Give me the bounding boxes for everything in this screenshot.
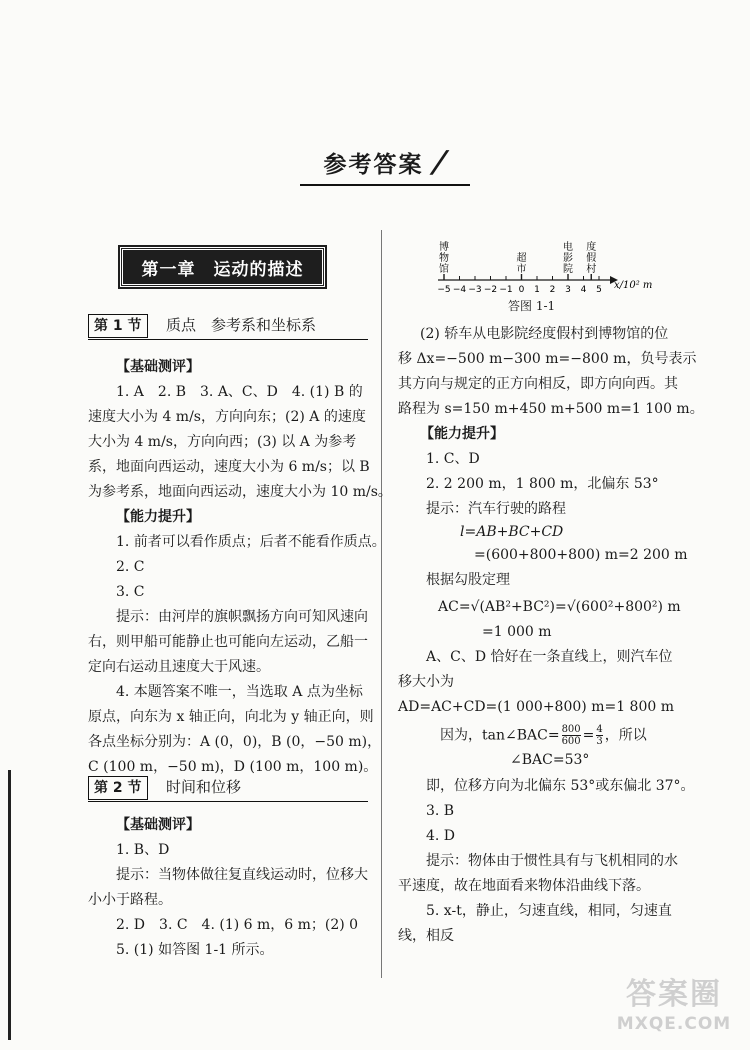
hint-line: 根据勾股定理 [426,572,510,588]
hint-line: 定向右运动且速度大于风速。 [88,659,270,675]
answer-line: 原点，向东为 x 轴正向，向北为 y 轴正向，则 [88,709,374,725]
tick-label: −2 [483,285,498,295]
answer-line: 路程为 s=150 m+450 m+500 m=1 100 m。 [398,401,704,417]
formula-line: =(600+800+800) m=2 200 m [474,547,688,563]
hint-line: 右，则甲船可能静止也可能向左运动，乙船一 [88,634,368,650]
hint-line: 平速度，故在地面看来物体沿曲线下落。 [398,878,650,894]
tan-text: 因为，tan∠BAC= [440,727,560,744]
formula-line: l=AB+BC+CD [460,524,564,540]
tick-label: −4 [452,285,467,295]
answer-line: 4. D [426,828,456,844]
formula-line: =1 000 m [482,624,552,640]
answer-line: 线，相反 [398,928,454,944]
answer-line: 4. 本题答案不唯一，当选取 A 点为坐标 [116,684,363,700]
therefore-text: ，所以 [604,727,647,744]
formula-line: AD=AC+CD=(1 000+800) m=1 800 m [398,699,675,715]
tick-label: 5 [596,285,602,295]
answer-line: 系，地面向西运动，速度大小为 6 m/s；以 B [88,459,370,475]
section-title: 时间和位移 [165,778,241,796]
place-label: 度假村 [586,242,597,275]
answer-line: 3. C [116,584,145,600]
place-label: 博物馆 [439,242,449,275]
formula-line [440,724,647,747]
section-heading-1 [88,314,368,340]
fraction-numerator: 800 [561,724,581,735]
tick-labels [437,285,602,295]
answer-line: 2. C [116,559,145,575]
answer-line: C (100 m，−50 m)，D (100 m，100 m)。 [88,759,378,775]
tick-label: 1 [534,285,540,295]
basic-heading: 【基础测评】 [116,359,200,375]
hint-line: 提示：物体由于惯性具有与飞机相同的水 [426,853,678,869]
hint-line: 提示：汽车行驶的路程 [426,501,566,517]
section-rule [88,339,368,340]
formula-line: AC=√(AB²+BC²)=√(600²+800²) m [438,599,681,615]
fraction [562,724,581,747]
hint-line: 小小于路程。 [88,892,172,908]
watermark [614,976,734,1048]
column-divider [381,230,382,978]
answer-line: 1. A 2. B 3. A、C、D 4. (1) B 的 [116,384,363,400]
fraction [596,724,602,747]
hint-line: 提示：当物体做往复直线运动时，位移大 [116,867,368,883]
answer-line: 大小为 4 m/s，方向向西；(3) 以 A 为参考 [88,434,357,450]
place-label: 超市 [516,253,527,275]
answer-line: 1. B、D [116,842,170,858]
section-rule [88,801,368,802]
section-heading-2 [88,776,368,802]
hint-line: 提示：由河岸的旗帜飘扬方向可知风速向 [116,609,368,625]
tick-label: −1 [499,285,513,295]
figure-caption: 答图 1-1 [508,299,556,313]
answer-line: 为参考系，地面向西运动，速度大小为 10 m/s。 [88,484,392,500]
basic-heading: 【基础测评】 [116,817,200,833]
answer-line: 移 Δx=−500 m−300 m=−800 m，负号表示 [398,351,697,367]
fraction-denominator: 3 [596,736,603,747]
answer-line: 2. 2 200 m，1 800 m，北偏东 53° [426,476,659,492]
answer-line: 3. B [426,803,455,819]
formula-line: ∠BAC=53° [510,752,590,768]
hint-line: 移大小为 [398,674,454,690]
tick-label: −3 [468,285,482,295]
answer-line: 1. 前者可以看作质点；后者不能看作质点。 [116,534,386,550]
answer-line: 1. C、D [426,451,480,467]
tick-label: 0 [518,285,525,295]
answer-line: 各点坐标分别为：A (0，0)，B (0，−50 m)， [88,734,382,750]
tick-label: 3 [565,285,571,295]
tick-label: −5 [437,285,451,295]
equals-sign: = [582,727,595,744]
watermark-url: MXQE.COM [616,1014,732,1034]
answer-line: 5. (1) 如答图 1-1 所示。 [116,942,274,958]
advanced-heading: 【能力提升】 [420,426,504,442]
section-number: 第 1 节 [88,314,148,338]
chapter-banner: 第一章 运动的描述 [120,247,325,287]
fraction-numerator: 4 [596,724,603,735]
place-label: 电影院 [563,242,573,275]
hint-line: A、C、D 恰好在一条直线上，则汽车位 [426,649,673,665]
answer-line: 其方向与规定的正方向相反，即方向向西。其 [398,376,678,392]
page-title [300,140,470,186]
place-labels [439,240,596,280]
title-slash-mark: / [427,144,453,180]
axis-label: x/10² m [614,280,653,291]
section-number: 第 2 节 [88,776,148,800]
section-title: 质点 参考系和坐标系 [165,316,316,334]
answer-line: 速度大小为 4 m/s，方向向东；(2) A 的速度 [88,409,366,425]
fraction-denominator: 600 [561,736,581,747]
answer-line: 即，位移方向为北偏东 53°或东偏北 37°。 [426,778,695,794]
tick-label: 2 [549,285,556,295]
answer-line: (2) 轿车从电影院经度假村到博物馆的位 [420,326,669,342]
answer-line: 5. x-t，静止，匀速直线，相同，匀速直 [426,903,672,919]
answer-line: 2. D 3. C 4. (1) 6 m，6 m；(2) 0 [116,917,359,933]
advanced-heading: 【能力提升】 [116,509,200,525]
tick-label: 4 [580,285,587,295]
scan-edge-mark [8,770,11,1040]
watermark-logo-text: 答案圈 [626,977,722,1012]
page-title-text: 参考答案 [323,151,424,178]
